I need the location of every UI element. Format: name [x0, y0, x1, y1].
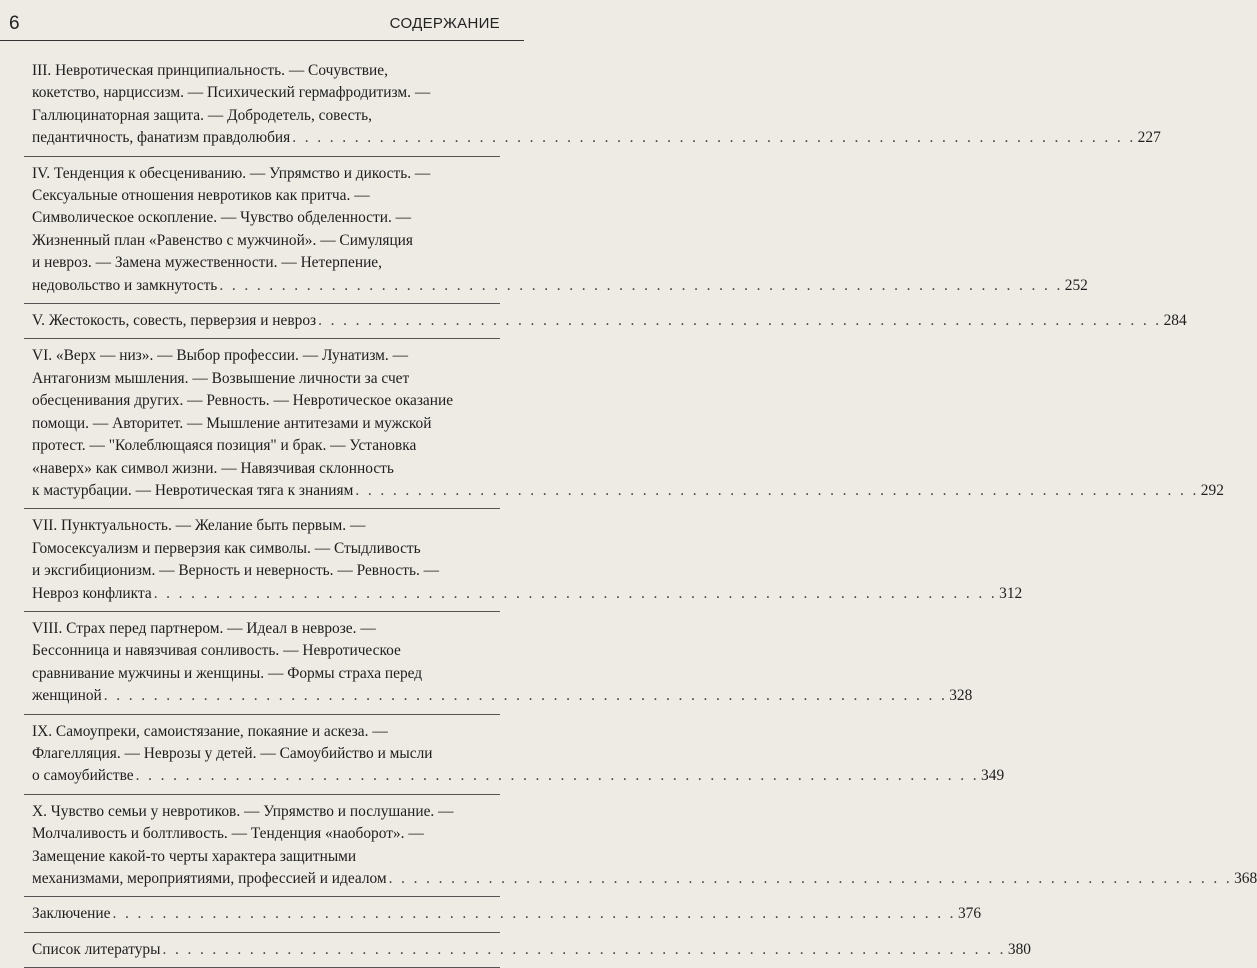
toc-entry-line: Список литературы: [32, 940, 161, 958]
toc-entry-last-line: [32, 310, 1187, 332]
toc-entry: [24, 612, 973, 715]
toc-entry-last-line: [32, 939, 1031, 961]
toc-entry: [24, 157, 1088, 304]
toc-entry-last-line: [32, 583, 1023, 605]
toc-entry-last-line: [32, 903, 982, 925]
toc-entry-last-line: [32, 275, 1088, 297]
toc-page-number: 349: [981, 767, 1005, 785]
toc-entry: [24, 339, 1224, 509]
toc-page-number: 328: [949, 687, 973, 705]
toc-entry-line: IV. Тенденция к обесцениванию. — Упрямство и дикость. —: [32, 164, 431, 182]
toc-entry-line: Символическое оскопление. — Чувство обделенности. —: [32, 209, 412, 227]
toc-page-number: 368: [1234, 870, 1257, 887]
toc-entry-line: VII. Пунктуальность. — Желание быть первым. —: [32, 517, 366, 535]
leader-dots: . . . . . . . . . . . . . . . . . . . . . . . . . . . . . . . . . . . . . . . . . . . . . . . . . . . . . . . . . . . . . . . . . . . .: [135, 767, 980, 785]
leader-dots: . . . . . . . . . . . . . . . . . . . . . . . . . . . . . . . . . . . . . . . . . . . . . . . . . . . . . . . . . . . . . . . . . . . .: [355, 481, 1199, 499]
toc-entry-last-line: [32, 765, 1005, 787]
toc-entry-line: Гомосексуализм и перверзия как символы. — Стыдливость: [32, 539, 421, 557]
toc-entry: [24, 54, 1161, 157]
toc-entry-last-line: [32, 480, 1224, 502]
toc-entry-line: недовольство и замкнутость: [32, 276, 218, 294]
toc-entry-last-line: [32, 685, 973, 707]
header-rule: [0, 40, 524, 41]
toc-entry-line: о самоубийстве: [32, 767, 134, 785]
toc-page-number: 227: [1137, 129, 1161, 147]
toc-entry: [24, 509, 1023, 612]
toc-entry-line: Бессонница и навязчивая сонливость. — Невротическое: [32, 642, 401, 660]
page-number: 6: [9, 13, 20, 34]
toc-entry-line: Флагелляция. — Неврозы у детей. — Самоубийство и мысли: [32, 744, 433, 762]
table-of-contents: [24, 54, 1257, 968]
leader-dots: . . . . . . . . . . . . . . . . . . . . . . . . . . . . . . . . . . . . . . . . . . . . . . . . . . . . . . . . . . . . . . . . . . . .: [153, 584, 998, 602]
toc-entry-line: педантичность, фанатизм правдолюбия: [32, 129, 291, 147]
toc-entry-line: Молчаливость и болтливость. — Тенденция «наоборот». —: [32, 825, 424, 843]
toc-entry-last-line: [32, 127, 1161, 149]
toc-entry-line: VI. «Верх — низ». — Выбор профессии. — Лунатизм. —: [32, 347, 409, 365]
toc-entry-line: протест. — "Колеблющаяся позиция" и брак. — Установка: [32, 437, 417, 455]
toc-entry-line: помощи. — Авторитет. — Мышление антитезами и мужской: [32, 414, 432, 432]
toc-entry: [24, 304, 1187, 339]
toc-entry-last-line: [32, 868, 1257, 890]
toc-page-number: 312: [999, 584, 1023, 602]
toc-page-number: 376: [957, 905, 982, 923]
toc-page-number: 292: [1200, 481, 1224, 499]
leader-dots: . . . . . . . . . . . . . . . . . . . . . . . . . . . . . . . . . . . . . . . . . . . . . . . . . . . . . . . . . . . . . . . . . . . .: [388, 870, 1233, 887]
leader-dots: . . . . . . . . . . . . . . . . . . . . . . . . . . . . . . . . . . . . . . . . . . . . . . . . . . . . . . . . . . . . . . . . . . . .: [219, 276, 1063, 294]
toc-entry-line: кокетство, нарциссизм. — Психический гермафродитизм. —: [32, 84, 431, 102]
toc-entry-line: V. Жестокость, совесть, перверзия и невроз: [32, 312, 317, 330]
toc-entry-line: сравнивание мужчины и женщины. — Формы страха перед: [32, 664, 423, 682]
leader-dots: . . . . . . . . . . . . . . . . . . . . . . . . . . . . . . . . . . . . . . . . . . . . . . . . . . . . . . . . . . . . . . . . . . . .: [162, 940, 1006, 958]
toc-entry-line: Сексуальные отношения невротиков как притча. —: [32, 187, 370, 205]
leader-dots: . . . . . . . . . . . . . . . . . . . . . . . . . . . . . . . . . . . . . . . . . . . . . . . . . . . . . . . . . . . . . . . . . . . .: [318, 312, 1162, 330]
toc-entry-line: и эксгибиционизм. — Верность и неверность. — Ревность. —: [32, 562, 440, 580]
toc-entry-line: к мастурбации. — Невротическая тяга к знаниям: [32, 481, 354, 499]
leader-dots: . . . . . . . . . . . . . . . . . . . . . . . . . . . . . . . . . . . . . . . . . . . . . . . . . . . . . . . . . . . . . . . . . . . .: [292, 129, 1136, 147]
toc-entry-line: Невроз конфликта: [32, 584, 152, 602]
toc-entry: [24, 715, 1005, 795]
toc-entry-line: VIII. Страх перед партнером. — Идеал в неврозе. —: [32, 619, 376, 637]
page-header: [0, 0, 524, 48]
toc-entry-line: III. Невротическая принципиальность. — Сочувствие,: [32, 62, 388, 79]
toc-entry-line: механизмами, мероприятиями, профессией и идеалом: [32, 870, 387, 887]
leader-dots: . . . . . . . . . . . . . . . . . . . . . . . . . . . . . . . . . . . . . . . . . . . . . . . . . . . . . . . . . . . . . . . . . . . .: [112, 905, 956, 923]
leader-dots: . . . . . . . . . . . . . . . . . . . . . . . . . . . . . . . . . . . . . . . . . . . . . . . . . . . . . . . . . . . . . . . . . . . .: [103, 687, 948, 705]
toc-entry-line: Галлюцинаторная защита. — Добродетель, совесть,: [32, 106, 372, 124]
toc-entry-line: Жизненный план «Равенство с мужчиной». — Симуляция: [32, 231, 413, 249]
toc-entry-line: IX. Самоупреки, самоистязание, покаяние и аскеза. —: [32, 722, 388, 740]
running-title: СОДЕРЖАНИЕ: [389, 15, 500, 32]
toc-page-number: 252: [1064, 276, 1088, 294]
toc-page-number: 284: [1163, 312, 1187, 330]
toc-entry-line: женщиной: [32, 687, 102, 705]
toc-page-number: 380: [1007, 940, 1031, 958]
toc-entry-line: X. Чувство семьи у невротиков. — Упрямство и послушание. —: [32, 802, 454, 820]
toc-entry-line: Заключение: [32, 905, 111, 923]
toc-entry-line: «наверх» как символ жизни. — Навязчивая склонность: [32, 459, 394, 477]
toc-entry: [24, 897, 982, 932]
toc-entry: [24, 933, 1031, 968]
toc-entry-line: и невроз. — Замена мужественности. — Нетерпение,: [32, 254, 382, 272]
toc-entry-line: Замещение какой-то черты характера защитными: [32, 847, 357, 865]
toc-entry-line: обесценивания других. — Ревность. — Невротическое оказание: [32, 392, 454, 410]
toc-entry: [24, 795, 1257, 898]
toc-entry-line: Антагонизм мышления. — Возвышение личности за счет: [32, 369, 410, 387]
